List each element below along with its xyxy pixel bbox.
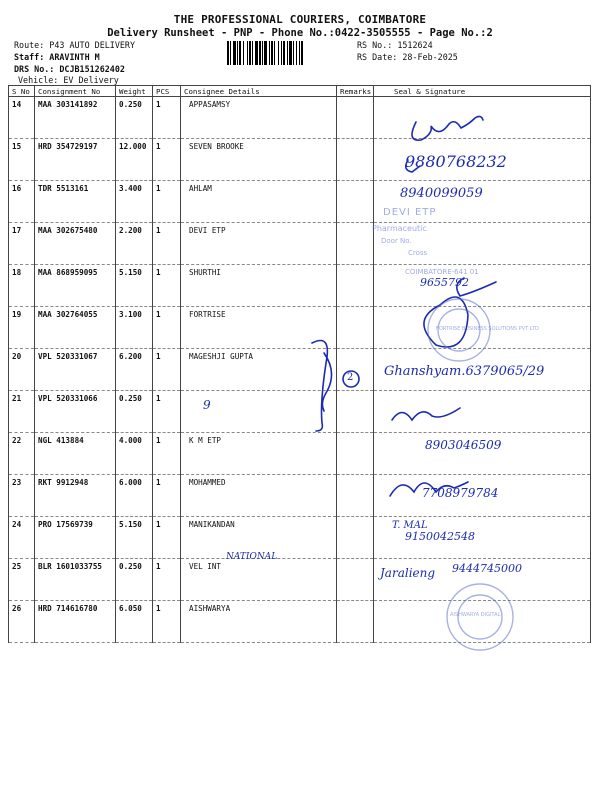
cell-sno: 21: [9, 391, 35, 433]
cell-sno: 14: [9, 97, 35, 139]
cell-consignment: HRD 354729197: [35, 139, 116, 181]
cell-consignment: MAA 302764055: [35, 307, 116, 349]
document-title: THE PROFESSIONAL COURIERS, COIMBATORE: [173, 13, 427, 26]
cell-pcs: 1: [153, 223, 181, 265]
stamp-fortrise-ring: FORTRISE BUSINESS SOLUTIONS PVT LTD: [436, 326, 539, 332]
cell-consignee: AHLAM: [181, 181, 337, 223]
cell-sno: 23: [9, 475, 35, 517]
phone-16: 8940099059: [400, 186, 483, 201]
cell-sno: 22: [9, 433, 35, 475]
cell-weight: 0.250: [116, 97, 153, 139]
cell-weight: 6.200: [116, 349, 153, 391]
cell-weight: 5.150: [116, 517, 153, 559]
stamp-devi-line4: Cross: [408, 249, 428, 257]
stamp-aishwarya-ring: AISHWARYA DIGITAL: [450, 612, 501, 618]
mark-21: 9: [203, 398, 211, 412]
cell-pcs: 1: [153, 349, 181, 391]
cell-sno: 24: [9, 517, 35, 559]
cell-weight: 3.400: [116, 181, 153, 223]
cell-consignee: MANIKANDAN: [181, 517, 337, 559]
cell-consignment: BLR 1601033755: [35, 559, 116, 601]
col-sno: S No: [9, 86, 35, 97]
cell-sno: 18: [9, 265, 35, 307]
route-label: Route: P43 AUTO DELIVERY: [14, 40, 136, 50]
stamp-devi-line3: Door No.: [381, 237, 412, 245]
rs-date: RS Date: 28-Feb-2025: [357, 52, 458, 62]
signature-25: Jaralieng: [380, 566, 436, 580]
cell-pcs: 1: [153, 475, 181, 517]
cell-consignment: MAA 303141892: [35, 97, 116, 139]
cell-consignee: SHURTHI: [181, 265, 337, 307]
cell-sno: 15: [9, 139, 35, 181]
cell-sno: 19: [9, 307, 35, 349]
col-signature: Seal & Signature: [374, 86, 591, 97]
cell-pcs: 1: [153, 181, 181, 223]
stamp-devi-line5: COIMBATORE-641 01: [405, 268, 479, 276]
addition-25: NATIONAL: [226, 552, 278, 562]
col-weight: Weight: [116, 86, 153, 97]
rs-number: RS No.: 1512624: [357, 40, 433, 50]
cell-sno: 17: [9, 223, 35, 265]
cell-consignment: MAA 302675480: [35, 223, 116, 265]
cell-consignee: VEL INT: [181, 559, 337, 601]
cell-weight: 4.000: [116, 433, 153, 475]
cell-sno: 25: [9, 559, 35, 601]
cell-sno: 26: [9, 601, 35, 643]
cell-pcs: 1: [153, 517, 181, 559]
cell-pcs: 1: [153, 307, 181, 349]
runsheet-subtitle: Delivery Runsheet - PNP - Phone No.:0422-3505555 - Page No.:2: [107, 27, 493, 39]
phone-23: 7708979784: [422, 486, 499, 500]
col-consignment: Consignment No: [35, 86, 116, 97]
phone-15: 9880768232: [405, 152, 507, 171]
cell-weight: 3.100: [116, 307, 153, 349]
cell-weight: 6.050: [116, 601, 153, 643]
stamp-devi-line1: DEVI ETP: [383, 207, 437, 218]
cell-consignment: VPL 520331067: [35, 349, 116, 391]
cell-pcs: 1: [153, 391, 181, 433]
cell-pcs: 1: [153, 97, 181, 139]
cell-weight: 2.200: [116, 223, 153, 265]
vehicle-label: Vehicle: EV Delivery: [18, 75, 119, 85]
cell-sno: 16: [9, 181, 35, 223]
cell-consignment: NGL 413884: [35, 433, 116, 475]
name-20: Ghanshyam.6379065/29: [384, 364, 545, 379]
cell-pcs: 1: [153, 559, 181, 601]
cell-consignee: FORTRISE: [181, 307, 337, 349]
cell-consignment: VPL 520331066: [35, 391, 116, 433]
cell-consignment: RKT 9912948: [35, 475, 116, 517]
cell-consignment: TDR 5513161: [35, 181, 116, 223]
col-remarks: Remarks: [337, 86, 374, 97]
cell-consignee: MAGESHJI GUPTA: [181, 349, 337, 391]
cell-consignee: APPASAMSY: [181, 97, 337, 139]
cell-pcs: 1: [153, 433, 181, 475]
cell-consignment: PRO 17569739: [35, 517, 116, 559]
cell-pcs: 1: [153, 265, 181, 307]
cell-consignee: SEVEN BROOKE: [181, 139, 337, 181]
phone-24: 9150042548: [405, 530, 475, 543]
phone-18: 9655792: [420, 276, 469, 289]
cell-consignment: HRD 714616780: [35, 601, 116, 643]
cell-weight: 12.000: [116, 139, 153, 181]
initials-24: T. MAL: [392, 520, 428, 531]
phone-22: 8903046509: [425, 438, 502, 452]
cell-weight: 0.250: [116, 391, 153, 433]
cell-consignee: MOHAMMED: [181, 475, 337, 517]
cell-pcs: 1: [153, 139, 181, 181]
col-pcs: PCS: [153, 86, 181, 97]
cell-consignee: AISHWARYA: [181, 601, 337, 643]
staff-label: Staff: ARAVINTH M: [14, 52, 100, 62]
cell-consignee: K M ETP: [181, 433, 337, 475]
cell-consignment: MAA 868959095: [35, 265, 116, 307]
drs-number: DRS No.: DCJB151262402: [14, 64, 125, 74]
mark-20: 2: [347, 372, 354, 383]
col-consignee: Consignee Details: [181, 86, 337, 97]
stamp-devi-line2: Pharmaceutic: [372, 224, 427, 233]
cell-sno: 20: [9, 349, 35, 391]
cell-weight: 0.250: [116, 559, 153, 601]
cell-weight: 6.000: [116, 475, 153, 517]
phone-25: 9444745000: [452, 562, 522, 575]
cell-pcs: 1: [153, 601, 181, 643]
cell-weight: 5.150: [116, 265, 153, 307]
cell-consignee: DEVI ETP: [181, 223, 337, 265]
